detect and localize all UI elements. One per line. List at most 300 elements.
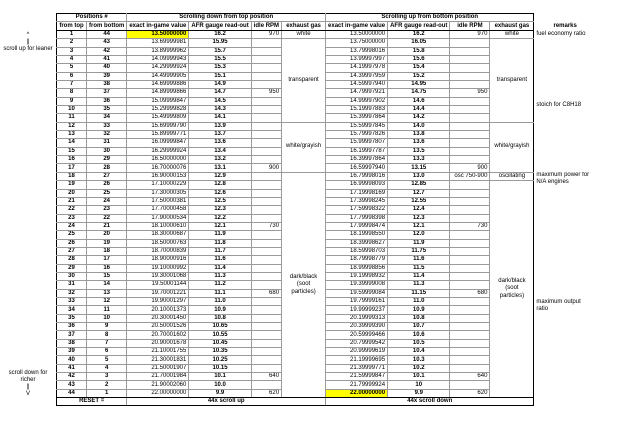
afr-readout-up: 15.8 xyxy=(388,47,450,55)
exact-value-down: 20.70001602 xyxy=(127,331,189,339)
exact-value-up: 16.99998093 xyxy=(326,181,388,189)
exact-value-up: 18.19998550 xyxy=(326,231,388,239)
afr-readout-down: 10.25 xyxy=(189,356,251,364)
idle-rpm-down xyxy=(251,272,281,280)
position-from-top: 3 xyxy=(57,47,87,55)
remark-max-output: maximum output ratio xyxy=(536,298,581,312)
exact-value-down: 22.00000000 xyxy=(127,389,189,397)
idle-rpm-up xyxy=(450,156,490,164)
idle-rpm-up xyxy=(450,114,490,122)
scroll-down-header: Scrolling down from top position xyxy=(127,14,326,22)
idle-rpm-down xyxy=(251,306,281,314)
afr-readout-up: 13.0 xyxy=(388,172,450,181)
exact-value-up: 17.59998322 xyxy=(326,206,388,214)
exhaust-gas-up-oscillating: oscillating xyxy=(490,172,534,181)
idle-rpm-up xyxy=(450,197,490,205)
position-from-bottom: 21 xyxy=(87,222,127,230)
afr-readout-up: 14.75 xyxy=(388,89,450,97)
exact-value-up: 13.50000000 xyxy=(326,30,388,39)
position-from-bottom: 29 xyxy=(87,156,127,164)
idle-rpm-up xyxy=(450,189,490,197)
exhaust-gas-header: exhaust gas xyxy=(282,22,326,30)
exact-value-down: 15.09999847 xyxy=(127,97,189,105)
exact-value-up: 21.79999924 xyxy=(326,381,388,389)
idle-rpm-down xyxy=(251,39,281,47)
afr-readout-up: 12.55 xyxy=(388,197,450,205)
exact-value-down: 18.10000610 xyxy=(127,222,189,230)
idle-rpm-down xyxy=(251,64,281,72)
idle-rpm-down xyxy=(251,256,281,264)
position-from-bottom: 8 xyxy=(87,331,127,339)
position-from-bottom: 16 xyxy=(87,264,127,272)
position-from-top: 29 xyxy=(57,264,87,272)
idle-rpm-down xyxy=(251,348,281,356)
exact-value-up: 16.19997787 xyxy=(326,147,388,155)
afr-readout-down: 16.2 xyxy=(189,30,251,39)
position-from-top: 25 xyxy=(57,231,87,239)
afr-readout-down: 11.0 xyxy=(189,298,251,306)
position-from-top: 1 xyxy=(57,30,87,39)
idle-rpm-down xyxy=(251,55,281,63)
exact-value-down: 20.10001373 xyxy=(127,306,189,314)
exact-value-down: 20.30001450 xyxy=(127,314,189,322)
exact-value-down: 16.50000000 xyxy=(127,156,189,164)
exact-value-up: 16.59997940 xyxy=(326,164,388,172)
exact-value-up: 19.79999161 xyxy=(326,298,388,306)
from-bottom-header: from bottom xyxy=(87,22,127,30)
afr-readout-down: 14.5 xyxy=(189,97,251,105)
afr-readout-up: 9.9 xyxy=(388,389,450,397)
position-from-bottom: 23 xyxy=(87,206,127,214)
afr-readout-down: 12.3 xyxy=(189,206,251,214)
position-from-bottom: 42 xyxy=(87,47,127,55)
idle-rpm-up: 950 xyxy=(450,89,490,97)
scroll-up-label: scroll up for leaner xyxy=(3,46,53,52)
afr-readout-header: AFR gauge read-out xyxy=(189,22,251,30)
exact-value-down: 20.50001526 xyxy=(127,323,189,331)
exact-value-down: 14.49999905 xyxy=(127,72,189,80)
exact-value-up: 20.99999619 xyxy=(326,348,388,356)
position-from-top: 31 xyxy=(57,281,87,289)
position-from-bottom: 26 xyxy=(87,181,127,189)
afr-readout-up: 11.4 xyxy=(388,272,450,280)
exact-value-down: 16.09999847 xyxy=(127,139,189,147)
exhaust-gas-up-grayish: white/grayish xyxy=(490,122,534,172)
position-from-bottom: 43 xyxy=(87,39,127,47)
exact-value-up: 21.19999695 xyxy=(326,356,388,364)
afr-readout-up: 14.0 xyxy=(388,122,450,130)
exact-value-down: 19.70001221 xyxy=(127,289,189,297)
exact-value-down: 20.90001678 xyxy=(127,339,189,347)
idle-rpm-down xyxy=(251,80,281,88)
afr-readout-up: 10.3 xyxy=(388,356,450,364)
idle-rpm-down xyxy=(251,122,281,130)
afr-readout-up: 11.75 xyxy=(388,247,450,255)
position-from-bottom: 18 xyxy=(87,247,127,255)
position-from-top: 15 xyxy=(57,147,87,155)
idle-rpm-up xyxy=(450,247,490,255)
afr-readout-up: 16.05 xyxy=(388,39,450,47)
position-from-bottom: 41 xyxy=(87,55,127,63)
position-from-bottom: 27 xyxy=(87,172,127,181)
afr-readout-up: 12.0 xyxy=(388,231,450,239)
exact-value-down: 21.30001831 xyxy=(127,356,189,364)
position-from-bottom: 35 xyxy=(87,105,127,113)
afr-readout-down: 10.65 xyxy=(189,323,251,331)
position-from-top: 6 xyxy=(57,72,87,80)
afr-readout-up: 14.4 xyxy=(388,105,450,113)
afr-readout-down: 14.1 xyxy=(189,114,251,122)
position-from-bottom: 34 xyxy=(87,114,127,122)
exact-value-up: 16.39997864 xyxy=(326,156,388,164)
afr-readout-down: 11.9 xyxy=(189,231,251,239)
afr-readout-down: 10.1 xyxy=(189,373,251,381)
afr-readout-up: 15.6 xyxy=(388,55,450,63)
exact-value-up: 20.59999466 xyxy=(326,331,388,339)
afr-readout-down: 11.3 xyxy=(189,272,251,280)
afr-readout-up: 14.2 xyxy=(388,114,450,122)
exact-value-up: 19.19998932 xyxy=(326,272,388,280)
afr-readout-down: 13.7 xyxy=(189,130,251,138)
idle-rpm-up xyxy=(450,314,490,322)
exact-value-up: 14.99997902 xyxy=(326,97,388,105)
exact-value-up: 15.39997864 xyxy=(326,114,388,122)
position-from-bottom: 2 xyxy=(87,381,127,389)
afr-readout-down: 14.9 xyxy=(189,80,251,88)
position-from-top: 11 xyxy=(57,114,87,122)
table-row xyxy=(57,181,596,189)
position-from-top: 30 xyxy=(57,272,87,280)
idle-rpm-down xyxy=(251,181,281,189)
position-from-bottom: 32 xyxy=(87,130,127,138)
idle-rpm-down xyxy=(251,130,281,138)
afr-readout-down: 9.9 xyxy=(189,389,251,397)
idle-rpm-down xyxy=(251,114,281,122)
idle-rpm-up xyxy=(450,364,490,372)
exact-value-down: 17.90000534 xyxy=(127,214,189,222)
idle-rpm-down: 970 xyxy=(251,30,281,39)
position-from-top: 19 xyxy=(57,181,87,189)
position-from-top: 22 xyxy=(57,206,87,214)
exact-value-down: 15.69999790 xyxy=(127,122,189,130)
exact-value-up: 18.39998627 xyxy=(326,239,388,247)
exact-value-up: 20.19999313 xyxy=(326,314,388,322)
exact-value-down: 13.69999981 xyxy=(127,39,189,47)
exact-value-down: 17.70000458 xyxy=(127,206,189,214)
position-from-bottom: 31 xyxy=(87,139,127,147)
exact-value-up: 18.99998856 xyxy=(326,264,388,272)
exact-value-down: 15.89999771 xyxy=(127,130,189,138)
afr-readout-up: 11.3 xyxy=(388,281,450,289)
afr-readout-header-up: AFR gauge read-out xyxy=(388,22,450,30)
position-from-top: 23 xyxy=(57,214,87,222)
idle-rpm-down: 900 xyxy=(251,164,281,172)
exact-value-up: 19.39999008 xyxy=(326,281,388,289)
position-from-top: 21 xyxy=(57,197,87,205)
idle-rpm-down xyxy=(251,72,281,80)
position-from-bottom: 24 xyxy=(87,197,127,205)
afr-readout-down: 11.6 xyxy=(189,256,251,264)
position-from-bottom: 36 xyxy=(87,97,127,105)
position-from-bottom: 17 xyxy=(87,256,127,264)
idle-rpm-up xyxy=(450,80,490,88)
idle-rpm-up xyxy=(450,348,490,356)
afr-readout-up: 12.3 xyxy=(388,214,450,222)
remark-stoich: stoich for C8H18 xyxy=(536,101,582,108)
afr-readout-down: 13.6 xyxy=(189,139,251,147)
afr-readout-up: 10.9 xyxy=(388,306,450,314)
positions-header: Positions # xyxy=(57,14,127,22)
idle-rpm-up xyxy=(450,356,490,364)
position-from-top: 40 xyxy=(57,356,87,364)
position-from-top: 7 xyxy=(57,80,87,88)
down-bars-icon: || xyxy=(26,384,30,390)
exact-value-up: 16.79998016 xyxy=(326,172,388,181)
position-from-top: 44 xyxy=(57,389,87,397)
exact-value-down: 16.70000076 xyxy=(127,164,189,172)
position-from-top: 35 xyxy=(57,314,87,322)
idle-rpm-down xyxy=(251,314,281,322)
position-from-top: 36 xyxy=(57,323,87,331)
afr-readout-down: 11.7 xyxy=(189,247,251,255)
exact-value-down: 17.30000305 xyxy=(127,189,189,197)
position-from-top: 14 xyxy=(57,139,87,147)
position-from-top: 18 xyxy=(57,172,87,181)
position-from-top: 5 xyxy=(57,64,87,72)
afr-readout-down: 13.1 xyxy=(189,164,251,172)
position-from-bottom: 37 xyxy=(87,89,127,97)
afr-readout-down: 10.15 xyxy=(189,364,251,372)
remark-fuel-economy: fuel economy ratio xyxy=(536,30,586,37)
position-from-bottom: 1 xyxy=(87,389,127,397)
idle-rpm-up xyxy=(450,206,490,214)
afr-readout-down: 11.2 xyxy=(189,281,251,289)
afr-readout-down: 12.9 xyxy=(189,172,251,181)
exact-value-up: 20.79999542 xyxy=(326,339,388,347)
afr-readout-up: 10.5 xyxy=(388,339,450,347)
afr-readout-down: 10.0 xyxy=(189,381,251,389)
richer-note xyxy=(2,370,54,398)
exact-value-up: 14.19997978 xyxy=(326,64,388,72)
reset-down-value: 44x scroll up xyxy=(127,398,326,406)
idle-rpm-down xyxy=(251,105,281,113)
position-from-top: 16 xyxy=(57,156,87,164)
position-from-top: 33 xyxy=(57,298,87,306)
afr-readout-down: 13.2 xyxy=(189,156,251,164)
position-from-bottom: 19 xyxy=(87,239,127,247)
idle-rpm-up xyxy=(450,298,490,306)
exact-value-down: 21.50001907 xyxy=(127,364,189,372)
idle-rpm-up xyxy=(450,72,490,80)
exact-value-down: 18.70000839 xyxy=(127,247,189,255)
idle-rpm-down xyxy=(251,206,281,214)
exact-value-up: 14.59997940 xyxy=(326,80,388,88)
exact-value-down: 17.50000381 xyxy=(127,197,189,205)
idle-rpm-up xyxy=(450,239,490,247)
afr-readout-up: 16.2 xyxy=(388,30,450,39)
idle-rpm-up xyxy=(450,331,490,339)
idle-rpm-up: 640 xyxy=(450,373,490,381)
afr-readout-up: 13.3 xyxy=(388,156,450,164)
idle-rpm-up xyxy=(450,272,490,280)
afr-readout-up: 13.5 xyxy=(388,147,450,155)
idle-rpm-up: osc 750-900 xyxy=(450,172,490,181)
afr-readout-down: 10.35 xyxy=(189,348,251,356)
afr-readout-down: 10.55 xyxy=(189,331,251,339)
afr-readout-up: 12.7 xyxy=(388,189,450,197)
exact-value-down: 14.09999943 xyxy=(127,55,189,63)
scroll-up-header: Scrolling up from bottom position xyxy=(326,14,534,22)
afr-readout-down: 15.95 xyxy=(189,39,251,47)
exact-value-down: 21.90002060 xyxy=(127,381,189,389)
position-from-top: 20 xyxy=(57,189,87,197)
exhaust-gas-down-dark: dark/black (soot particles) xyxy=(282,172,326,397)
idle-rpm-down xyxy=(251,231,281,239)
exact-value-up: 17.39998245 xyxy=(326,197,388,205)
idle-rpm-down xyxy=(251,97,281,105)
idle-rpm-down xyxy=(251,172,281,181)
idle-rpm-down: 620 xyxy=(251,389,281,397)
afr-readout-up: 12.85 xyxy=(388,181,450,189)
afr-readout-up: 15.4 xyxy=(388,64,450,72)
exact-value-up: 21.39999771 xyxy=(326,364,388,372)
idle-rpm-up xyxy=(450,264,490,272)
idle-rpm-down xyxy=(251,364,281,372)
afr-readout-up: 10.2 xyxy=(388,364,450,372)
idle-rpm-up: 900 xyxy=(450,164,490,172)
afr-readout-up: 14.6 xyxy=(388,97,450,105)
position-from-bottom: 25 xyxy=(87,189,127,197)
exact-value-up: 19.59999084 xyxy=(326,289,388,297)
afr-readout-down: 15.5 xyxy=(189,55,251,63)
idle-rpm-up xyxy=(450,55,490,63)
afr-readout-down: 12.6 xyxy=(189,189,251,197)
reset-row xyxy=(57,398,596,406)
exact-value-down: 15.49999809 xyxy=(127,114,189,122)
afr-readout-down: 11.1 xyxy=(189,289,251,297)
position-from-bottom: 30 xyxy=(87,147,127,155)
position-from-bottom: 7 xyxy=(87,339,127,347)
position-from-top: 2 xyxy=(57,39,87,47)
position-from-bottom: 33 xyxy=(87,122,127,130)
idle-rpm-down: 640 xyxy=(251,373,281,381)
afr-readout-up: 11.9 xyxy=(388,239,450,247)
idle-rpm-down xyxy=(251,247,281,255)
idle-rpm-up xyxy=(450,64,490,72)
position-from-bottom: 11 xyxy=(87,306,127,314)
idle-rpm-down: 950 xyxy=(251,89,281,97)
afr-readout-down: 13.4 xyxy=(189,147,251,155)
idle-rpm-down xyxy=(251,189,281,197)
idle-rpm-up xyxy=(450,339,490,347)
exact-value-down: 15.29999828 xyxy=(127,105,189,113)
idle-rpm-up xyxy=(450,231,490,239)
afr-readout-down: 14.7 xyxy=(189,89,251,97)
position-from-bottom: 40 xyxy=(87,64,127,72)
position-from-top: 10 xyxy=(57,105,87,113)
position-from-top: 41 xyxy=(57,364,87,372)
afr-readout-up: 10.4 xyxy=(388,348,450,356)
table-row xyxy=(57,172,596,181)
exact-value-down: 13.50000000 xyxy=(127,30,189,39)
exact-value-down: 21.10001755 xyxy=(127,348,189,356)
afr-table xyxy=(56,13,596,406)
exact-value-down: 18.90000916 xyxy=(127,256,189,264)
exhaust-gas-up-transparent: transparent xyxy=(490,39,534,122)
exact-value-down: 19.90001297 xyxy=(127,298,189,306)
remark-max-power: maximum power for N/A engines xyxy=(536,172,590,186)
afr-readout-up: 15.2 xyxy=(388,72,450,80)
afr-readout-up: 10.6 xyxy=(388,331,450,339)
idle-rpm-down xyxy=(251,339,281,347)
position-from-top: 17 xyxy=(57,164,87,172)
afr-readout-down: 13.9 xyxy=(189,122,251,130)
reset-up-value: 44x scroll down xyxy=(326,398,534,406)
exhaust-gas-up-white: white xyxy=(490,30,534,39)
exact-value-down: 14.69999886 xyxy=(127,80,189,88)
table-row xyxy=(57,39,596,47)
exact-value-up: 13.79998016 xyxy=(326,47,388,55)
position-from-bottom: 6 xyxy=(87,348,127,356)
exact-value-down: 21.70001984 xyxy=(127,373,189,381)
scroll-down-label: scroll down for richer xyxy=(8,370,48,383)
afr-readout-down: 14.3 xyxy=(189,105,251,113)
afr-readout-up: 12.1 xyxy=(388,222,450,230)
exact-value-up: 21.59999847 xyxy=(326,373,388,381)
exact-value-up: 22.00000000 xyxy=(326,389,388,397)
position-from-bottom: 13 xyxy=(87,289,127,297)
afr-readout-down: 12.2 xyxy=(189,214,251,222)
position-from-bottom: 14 xyxy=(87,281,127,289)
afr-readout-down: 12.1 xyxy=(189,222,251,230)
position-from-bottom: 10 xyxy=(87,314,127,322)
afr-readout-up: 11.5 xyxy=(388,264,450,272)
idle-rpm-up: 970 xyxy=(450,30,490,39)
position-from-top: 27 xyxy=(57,247,87,255)
up-arrow-icon: ^ xyxy=(26,32,30,38)
position-from-top: 32 xyxy=(57,289,87,297)
exact-value-up: 17.19998169 xyxy=(326,189,388,197)
position-from-bottom: 38 xyxy=(87,80,127,88)
position-from-bottom: 4 xyxy=(87,364,127,372)
position-from-bottom: 20 xyxy=(87,231,127,239)
idle-rpm-up xyxy=(450,97,490,105)
idle-rpm-down xyxy=(251,139,281,147)
idle-rpm-up: 680 xyxy=(450,289,490,297)
position-from-bottom: 12 xyxy=(87,298,127,306)
afr-readout-down: 10.45 xyxy=(189,339,251,347)
exhaust-gas-up-dark: dark/black (soot particles) xyxy=(490,181,534,398)
exact-value-down: 19.10000992 xyxy=(127,264,189,272)
exact-value-up: 20.39999390 xyxy=(326,323,388,331)
afr-readout-up: 12.4 xyxy=(388,206,450,214)
idle-rpm-header: idle RPM xyxy=(251,22,281,30)
idle-rpm-up xyxy=(450,122,490,130)
afr-readout-down: 11.4 xyxy=(189,264,251,272)
position-from-top: 38 xyxy=(57,339,87,347)
position-from-top: 4 xyxy=(57,55,87,63)
idle-rpm-up xyxy=(450,381,490,389)
afr-readout-up: 13.15 xyxy=(388,164,450,172)
position-from-bottom: 9 xyxy=(87,323,127,331)
position-from-top: 8 xyxy=(57,89,87,97)
afr-readout-up: 10 xyxy=(388,381,450,389)
from-top-header: from top xyxy=(57,22,87,30)
exact-value-up: 19.99999237 xyxy=(326,306,388,314)
exact-value-up: 17.99998474 xyxy=(326,222,388,230)
afr-readout-down: 10.8 xyxy=(189,314,251,322)
position-from-top: 37 xyxy=(57,331,87,339)
